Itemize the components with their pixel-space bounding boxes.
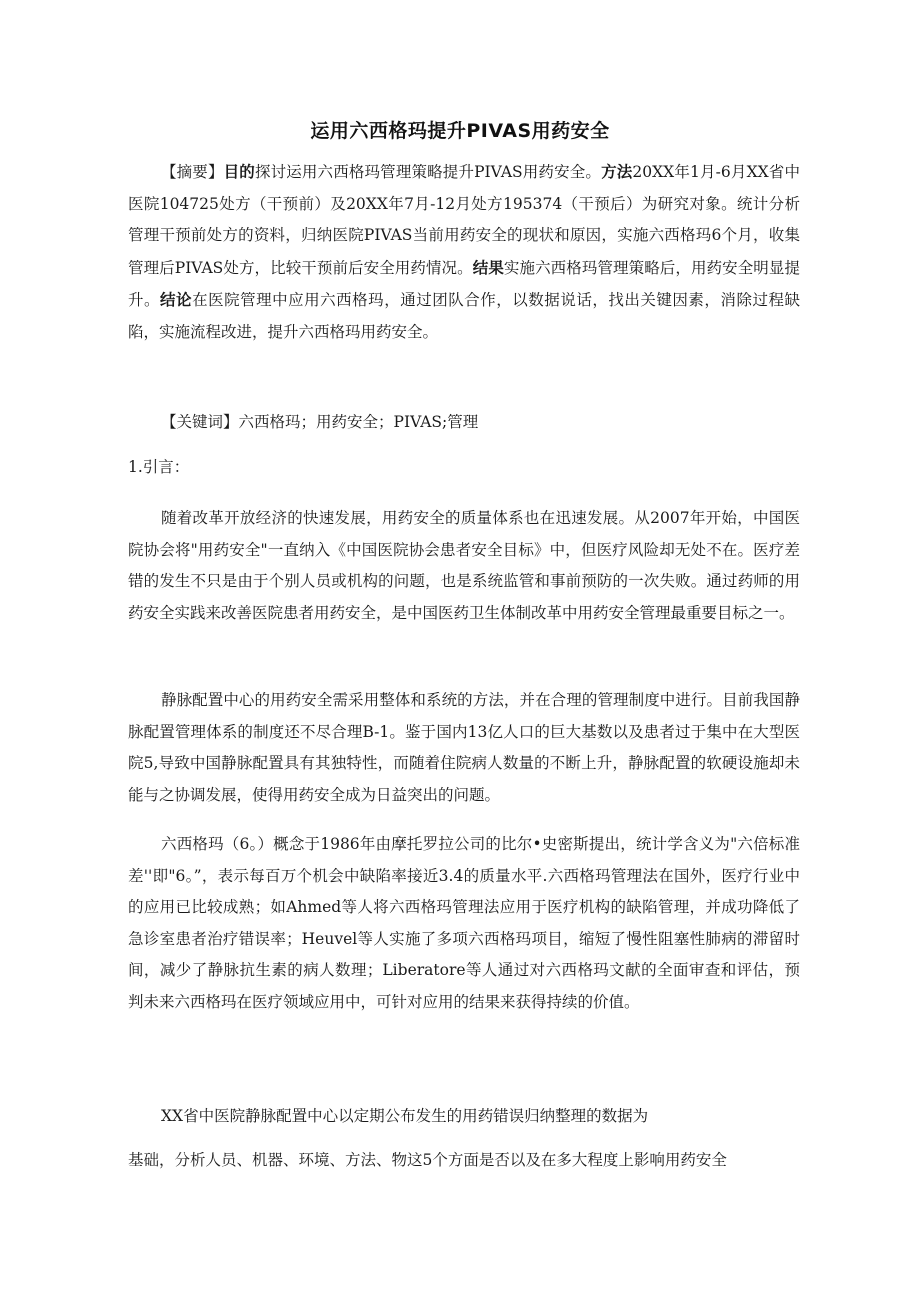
conclusion-text: 在医院管理中应用六西格玛，通过团队合作，以数据说话，找出关键因素，消除过程缺陷，实施流程改进，提升六西格玛用药安全。 bbox=[128, 291, 800, 341]
abstract-tag: 【摘要】 bbox=[161, 163, 224, 181]
body-paragraph-2: 静脉配置中心的用药安全需采用整体和系统的方法，并在合理的管理制度中进行。目前我国静脉配置管理体系的制度还不尽合理B-1。鉴于国内13亿人口的巨大基数以及患者过于集中在大型医院5,导致中国静脉配置具有其独特性，而随着住院病人数量的不断上升，静脉配置的软硬设施却未能与之协调发展，使得用药安全成为日益突出的问题。 bbox=[128, 691, 800, 804]
aim-text: 探讨运用六西格玛管理策略提升PIVAS用药安全。 bbox=[254, 163, 602, 181]
keywords-tag: 【关键词】 bbox=[161, 413, 239, 431]
body-line-continued-2: 基础，分析人员、机器、环境、方法、物这5个方面是否以及在多大程度上影响用药安全 bbox=[128, 1151, 727, 1169]
conclusion-label: 结论 bbox=[160, 290, 193, 309]
keywords-text: 六西格玛；用药安全；PIVAS;管理 bbox=[238, 413, 479, 431]
aim-label: 目的 bbox=[223, 162, 255, 181]
body-paragraph-3: 六西格玛（6。）概念于1986年由摩托罗拉公司的比尔•史密斯提出，统计学含义为"六倍标准差''即"6。”，表示每百万个机会中缺陷率接近3.4的质量水平.六西格玛管理法在国外，医疗行业中的应用已比较成熟；如Ahmed等人将六西格玛管理法应用于医疗机构的缺陷管理，并成功降低了急诊室患者治疗错误率；Heuvel等人实施了多项六西格玛项目，缩短了慢性阻塞性肺病的滞留时间，减少了静脉抗生素的病人数理；Liberatore等人通过对六西格玛文献的全面审查和评估，预判未来六西格玛在医疗领域应用中，可针对应用的结果来获得持续的价值。 bbox=[128, 835, 800, 1011]
abstract-paragraph bbox=[128, 156, 800, 348]
result-text: 实施六西格玛管理策略后，用药安全明显提升。 bbox=[128, 258, 800, 309]
section-heading: 1.引言： bbox=[128, 458, 190, 476]
result-label: 结果 bbox=[472, 257, 504, 277]
body-line-continued-1: XX省中医院静脉配置中心以定期公布发生的用药错误归纳整理的数据为 bbox=[161, 1107, 649, 1125]
body-paragraph-1: 随着改革开放经济的快速发展，用药安全的质量体系也在迅速发展。从2007年开始，中国医院协会将"用药安全"一直纳入《中国医院协会患者安全目标》中，但医疗风险却无处不在。医疗差错的发生不只是由于个别人员或机构的问题，也是系统监管和事前预防的一次失败。通过药师的用药安全实践来改善医院患者用药安全，是中国医药卫生体制改革中用药安全管理最重要目标之一。 bbox=[128, 509, 800, 622]
method-label: 方法 bbox=[601, 162, 633, 181]
method-text: 20XX年1月-6月XX省中医院104725处方（干预前）及20XX年7月-12月处方195374（干预后）为研究对象。统计分析管理干预前处方的资料，归纳医院PIVAS当前用药安全的现状和原因，实施六西格玛6个月，收集管理后PIVAS处方，比较干预前后安全用药情况。 bbox=[128, 163, 800, 277]
document-title: 运用六西格玛提升PIVAS用药安全 bbox=[310, 120, 610, 142]
keywords-line bbox=[128, 407, 800, 439]
